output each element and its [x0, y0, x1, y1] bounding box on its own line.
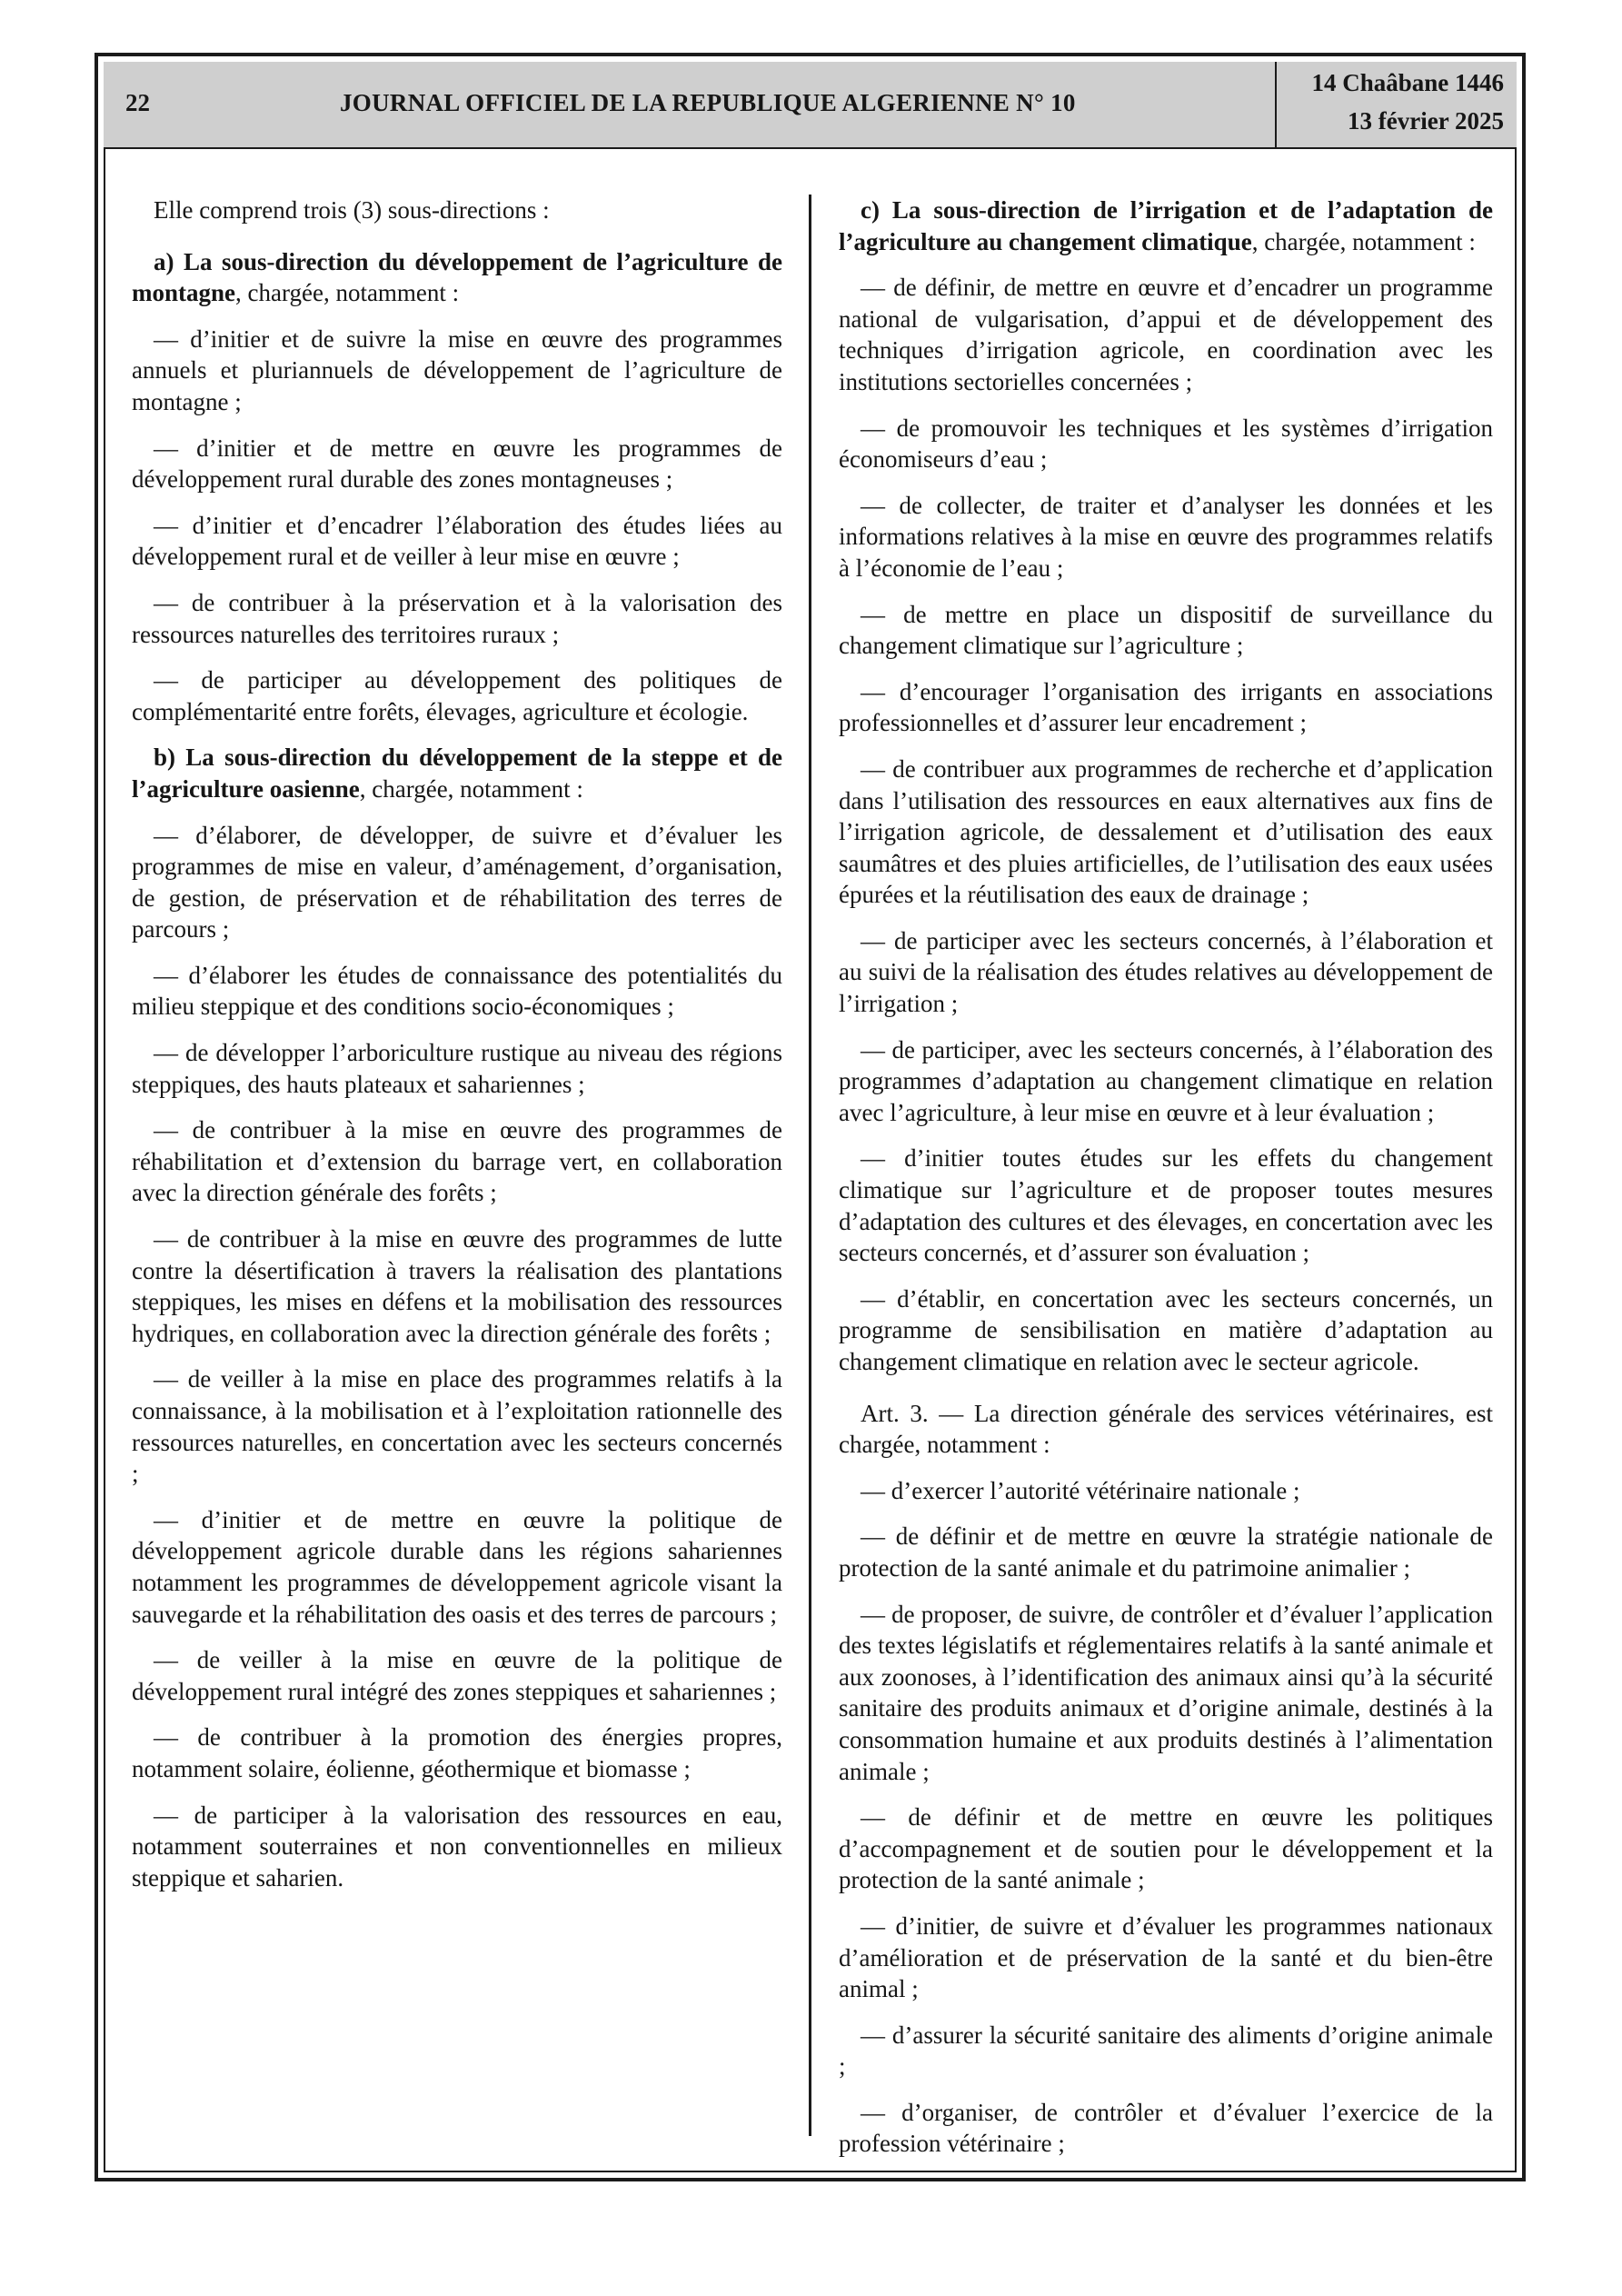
- section-b-suffix: , chargée, notamment :: [359, 774, 583, 803]
- section-c-title: c) La sous-direction de l’irrigation et de l’adaptation de l’agriculture au changement climatique: [839, 196, 1493, 255]
- section-b-item: — d’initier et de mettre en œuvre la politique de développement agricole durable dans les régions sahariennes notamment les programmes de développement agricole visant la sauvegarde et la réhabilitation des oasis et des terres de parcours ;: [132, 1505, 782, 1628]
- article-3-intro: Art. 3. — La direction générale des services vétérinaires, est chargée, notamment :: [839, 1399, 1493, 1459]
- article-3-item: — d’exercer l’autorité vétérinaire nationale ;: [861, 1476, 1300, 1504]
- section-b-title: b) La sous-direction du développement de la steppe et de l’agriculture oasienne: [132, 744, 782, 803]
- section-c-item: — d’encourager l’organisation des irrigants en associations professionnelles et d’assurer leur encadrement ;: [839, 677, 1493, 737]
- issue-date-box: [1275, 62, 1517, 147]
- section-b-item: — de contribuer à la promotion des énergies propres, notamment solaire, éolienne, géothermique et biomasse ;: [132, 1723, 782, 1782]
- section-c-item: — de définir, de mettre en œuvre et d’encadrer un programme national de vulgarisation, d’appui et de développement des techniques d’irrigation agricole, en coordination avec les institutions sectorielles concernées ;: [839, 274, 1493, 395]
- section-b-item: — d’élaborer les études de connaissance des potentialités du milieu steppique et des conditions socio-économiques ;: [132, 961, 782, 1021]
- section-a-item: — d’initier et de mettre en œuvre les programmes de développement rural durable des zones montagneuses ;: [132, 434, 782, 494]
- article-3-item: — de définir et de mettre en œuvre la stratégie nationale de protection de la santé animale et du patrimoine animalier ;: [839, 1522, 1493, 1582]
- section-c-item: — de contribuer aux programmes de recherche et d’application dans l’utilisation des ressources en eaux alternatives aux fins de l’irrigation agricole, de dessalement et d’utilisation des eaux saumâtres et des pluies artificielles, de l’utilisation des eaux usées épurées et la réutilisation des eaux de drainage ;: [839, 754, 1493, 909]
- section-b-item: — de veiller à la mise en œuvre de la politique de développement rural intégré des zones steppiques et sahariennes ;: [132, 1646, 782, 1705]
- article-3-item: — de définir et de mettre en œuvre les politiques d’accompagnement et de soutien pour le développement et la protection de la santé animale ;: [839, 1803, 1493, 1894]
- section-c-item: — d’établir, en concertation avec les secteurs concernés, un programme de sensibilisation en matière d’adaptation au changement climatique en relation avec le secteur agricole.: [839, 1284, 1493, 1375]
- gregorian-date: 13 février 2025: [1348, 107, 1504, 135]
- section-b-item: — de veiller à la mise en place des programmes relatifs à la connaissance, à la mobilisation et à l’exploitation rationnelle des ressources naturelles, en concertation avec les secteurs concernés ;: [132, 1365, 782, 1488]
- section-c-item: — de participer, avec les secteurs concernés, à l’élaboration des programmes d’adaptation au changement climatique en relation avec l’agriculture, à leur mise en œuvre et à leur évaluation ;: [839, 1035, 1493, 1126]
- article-3-item: — d’assurer la sécurité sanitaire des aliments d’origine animale ;: [839, 2021, 1493, 2081]
- section-a-heading: [132, 246, 782, 309]
- section-c-suffix: , chargée, notamment :: [1251, 227, 1476, 255]
- section-b-heading: [132, 742, 782, 804]
- section-b-item: — de contribuer à la mise en œuvre des programmes de lutte contre la désertification à travers la réalisation des plantations steppiques, les mises en défens et la mobilisation des ressources hydriques, en collaboration avec la direction générale des forêts ;: [132, 1225, 782, 1347]
- hijri-date: 14 Chaâbane 1446: [1311, 69, 1504, 96]
- journal-title: JOURNAL OFFICIEL DE LA REPUBLIQUE ALGERIENNE N° 10: [340, 89, 1076, 116]
- right-column: [839, 195, 1493, 2174]
- article-3-item: — d’initier, de suivre et d’évaluer les programmes nationaux d’amélioration et de préservation de la santé et du bien-être animal ;: [839, 1912, 1493, 2003]
- section-b-item: — de contribuer à la mise en œuvre des programmes de réhabilitation et d’extension du barrage vert, en collaboration avec la direction générale des forêts ;: [132, 1116, 782, 1207]
- section-b-item: — de développer l’arboriculture rustique au niveau des régions steppiques, des hauts plateaux et sahariennes ;: [132, 1039, 782, 1098]
- section-b-item: — de participer à la valorisation des ressources en eau, notamment souterraines et non conventionnelles en milieux steppique et saharien.: [132, 1801, 782, 1892]
- section-c-item: — de promouvoir les techniques et les systèmes d’irrigation économiseurs d’eau ;: [839, 414, 1493, 474]
- section-a-item: — de contribuer à la préservation et à la valorisation des ressources naturelles des territoires ruraux ;: [132, 588, 782, 648]
- section-a-title: a) La sous-direction du développement de l’agriculture de montagne: [132, 247, 782, 307]
- section-a-item: — d’initier et d’encadrer l’élaboration des études liées au développement rural et de veiller à leur mise en œuvre ;: [132, 511, 782, 571]
- section-c-item: — de participer avec les secteurs concernés, à l’élaboration et au suivi de la réalisation des études relatives au développement de l’irrigation ;: [839, 926, 1493, 1018]
- article-3-item: — de proposer, de suivre, de contrôler et d’évaluer l’application des textes législatifs et réglementaires relatifs à la santé animale et aux zoonoses, à l’identification des animaux ainsi qu’à la sécurité sanitaire des produits animaux et d’origine animale, destinés à la consommation humaine et aux produits destinés à l’alimentation animale ;: [839, 1600, 1493, 1785]
- section-c-item: — de mettre en place un dispositif de surveillance du changement climatique sur l’agriculture ;: [839, 600, 1493, 660]
- section-b-item: — d’élaborer, de développer, de suivre et d’évaluer les programmes de mise en valeur, d’aménagement, d’organisation, de gestion, de préservation et de réhabilitation des terres de parcours ;: [132, 821, 782, 943]
- article-3-item: — d’organiser, de contrôler et d’évaluer l’exercice de la profession vétérinaire ;: [839, 2098, 1493, 2158]
- left-column: [132, 195, 782, 1908]
- section-c-heading: [839, 195, 1493, 257]
- section-c-item: — d’initier toutes études sur les effets du changement climatique sur l’agriculture et de proposer toutes mesures d’adaptation des cultures et des élevages, en concertation avec les secteurs concernés, et d’assurer son évaluation ;: [839, 1144, 1493, 1267]
- intro-paragraph: Elle comprend trois (3) sous-directions :: [154, 196, 550, 224]
- column-divider: [809, 195, 811, 2136]
- section-a-item: — de participer au développement des politiques de complémentarité entre forêts, élevages, agriculture et écologie.: [132, 666, 782, 725]
- journal-header: [104, 62, 1517, 149]
- page-number: 22: [125, 89, 150, 116]
- section-a-suffix: , chargée, notamment :: [235, 279, 460, 307]
- section-c-item: — de collecter, de traiter et d’analyser les données et les informations relatives à la mise en œuvre des programmes relatifs à l’économie de l’eau ;: [839, 491, 1493, 582]
- section-a-item: — d’initier et de suivre la mise en œuvre des programmes annuels et pluriannuels de développement de l’agriculture de montagne ;: [132, 324, 782, 415]
